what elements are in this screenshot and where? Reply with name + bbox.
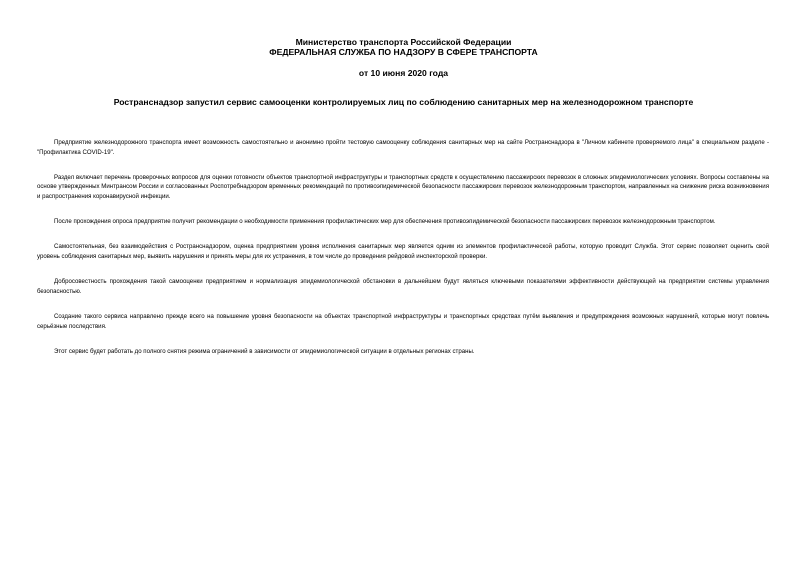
document-date: от 10 июня 2020 года [358, 68, 449, 78]
paragraph: Раздел включает перечень проверочных вопросов для оценки готовности объектов транспортной инфраструктуры и транспортных средств к осуществлению пассажирских перевозок в сложных эпидемиологических условиях. Вопросы составлены на основе утвержденных Минтрансом России и согласованных Роспотребнадзором временных рекомендаций по противоэпидемической безопасности пассажирских перевозок железнодорожным транспортом, направленных на снижение риска возникновения и распространения коронавирусной инфекции. [37, 173, 769, 200]
paragraph: Самостоятельная, без взаимодействия с Ространснадзором, оценка предприятием уровня исполнения санитарных мер является одним из элементов профилактической работы, которую проводит Служба. Этот сервис позволяет оценить свой уровень соблюдения санитарных мер, выявить нарушения и принять меры для их устранения, в том числе до проведения рейдовой инспекторской проверки. [37, 243, 769, 260]
paragraph: После прохождения опроса предприятие получит рекомендации о необходимости применения профилактических мер для обеспечения противоэпидемической безопасности пассажирских перевозок железнодорожным транспортом. [54, 218, 716, 226]
paragraph: Добросовестность прохождения такой самооценки предприятием и нормализация эпидемиологической обстановки в дальнейшем будут являться ключевыми показателями эффективности действующей на предприятии системы управления безопасностью. [37, 278, 769, 295]
paragraph: Предприятие железнодорожного транспорта имеет возможность самостоятельно и анонимно пройти тестовую самооценку соблюдения санитарных мер на сайте Ространснадзора в "Личном кабинете проверяемого лица" в специальном разделе - "Профилактика COVID-19". [37, 139, 769, 156]
ministry-name: Министерство транспорта Российской Федерации [295, 37, 512, 47]
paragraph: Создание такого сервиса направлено прежде всего на повышение уровня безопасности на объектах транспортной инфраструктуры и транспортных средствах путём выявления и предупреждения возможных нарушений, которые могут повлечь серьёзные последствия. [37, 312, 769, 330]
document-body [37, 138, 769, 372]
service-name: ФЕДЕРАЛЬНАЯ СЛУЖБА ПО НАДЗОРУ В СФЕРЕ ТРАНСПОРТА [269, 47, 538, 57]
document-title: Ространснадзор запустил сервис самооценки контролируемых лиц по соблюдению санитарных мер на железнодорожном транспорте [113, 97, 694, 107]
paragraph: Этот сервис будет работать до полного снятия режима ограничений в зависимости от эпидемиологической ситуации в отдельных регионах страны. [54, 347, 475, 355]
